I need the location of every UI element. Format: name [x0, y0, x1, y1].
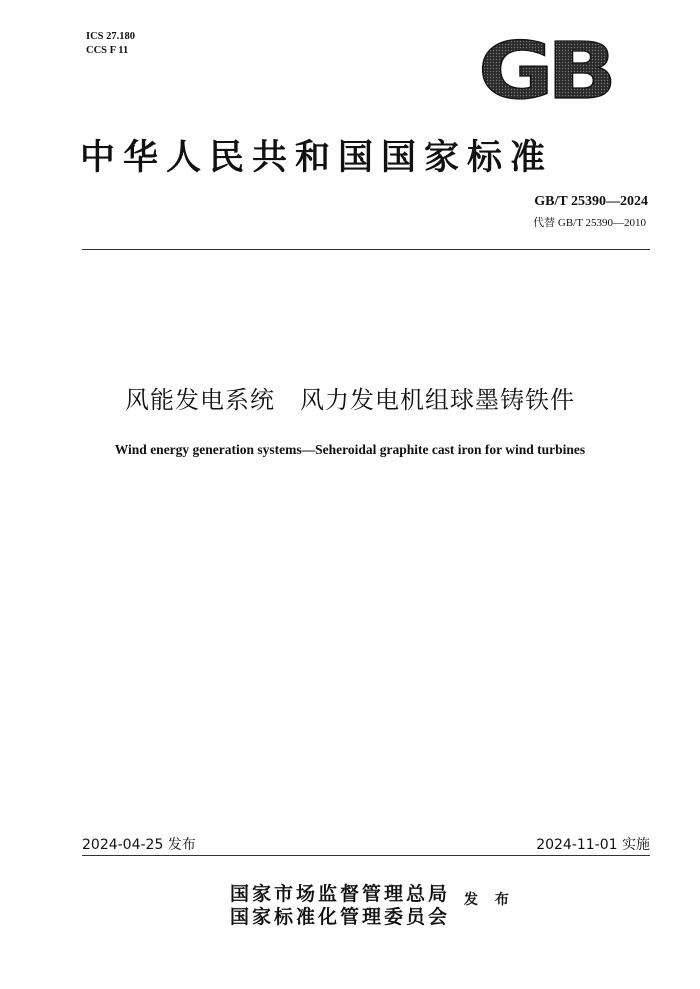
svg-text:GB: GB: [478, 34, 611, 106]
ics-code: ICS 27.180: [86, 31, 136, 42]
ccs-code: CCS F 11: [86, 45, 129, 56]
top-divider: [82, 249, 650, 250]
implementation-date: 2024-11-01 实施: [536, 837, 650, 853]
title-chinese: 风能发电系统 风力发电机组球墨铸铁件: [125, 386, 575, 414]
issue-date: 2024-04-25 发布: [82, 837, 196, 853]
issuer-sac: 国家标准化管理委员会: [230, 906, 451, 928]
national-standard-title: 中华人民共和国国家标准: [80, 137, 554, 178]
publish-label: 发 布: [464, 892, 515, 908]
title-english: Wind energy generation systems—Seheroidal graphite cast iron for wind turbines: [114, 442, 586, 457]
standard-number: GB/T 25390—2024: [534, 194, 648, 209]
bottom-divider: [82, 855, 650, 856]
issuer-samr: 国家市场监督管理总局: [230, 883, 451, 905]
replaces-standard: 代替 GB/T 25390—2010: [533, 217, 646, 229]
gb-logo: [474, 34, 614, 106]
